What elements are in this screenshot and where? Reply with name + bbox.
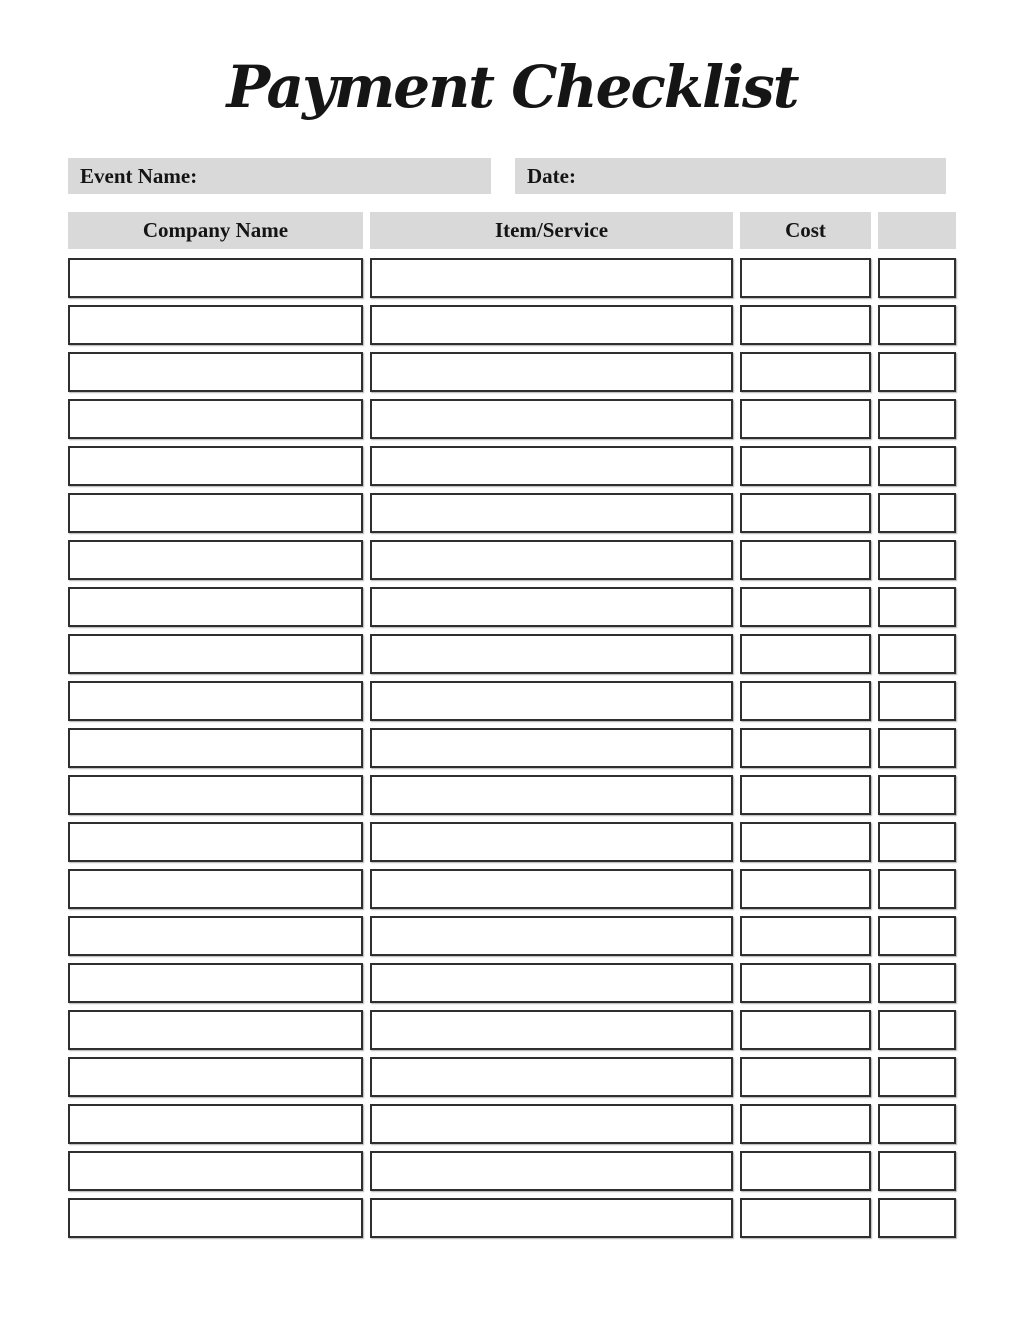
cost-cell[interactable] [740, 587, 871, 627]
cost-cell[interactable] [740, 540, 871, 580]
header-paid-checkbox-column [878, 212, 956, 249]
table-row [68, 305, 956, 345]
cost-cell[interactable] [740, 1151, 871, 1191]
company-name-cell[interactable] [68, 869, 363, 909]
date-field[interactable] [515, 158, 946, 194]
cost-cell[interactable] [740, 493, 871, 533]
item-service-cell[interactable] [370, 352, 733, 392]
paid-checkbox-cell[interactable] [878, 869, 956, 909]
paid-checkbox-cell[interactable] [878, 352, 956, 392]
item-service-cell[interactable] [370, 916, 733, 956]
table-row [68, 399, 956, 439]
company-name-cell[interactable] [68, 963, 363, 1003]
paid-checkbox-cell[interactable] [878, 1057, 956, 1097]
company-name-cell[interactable] [68, 775, 363, 815]
company-name-cell[interactable] [68, 822, 363, 862]
header-item-service: Item/Service [370, 212, 733, 249]
table-row [68, 634, 956, 674]
page-title: Payment Checklist [226, 53, 798, 121]
paid-checkbox-cell[interactable] [878, 822, 956, 862]
cost-cell[interactable] [740, 446, 871, 486]
event-name-field[interactable] [68, 158, 491, 194]
company-name-cell[interactable] [68, 1104, 363, 1144]
paid-checkbox-cell[interactable] [878, 493, 956, 533]
cost-cell[interactable] [740, 634, 871, 674]
cost-cell[interactable] [740, 352, 871, 392]
item-service-cell[interactable] [370, 446, 733, 486]
table-row [68, 728, 956, 768]
cost-cell[interactable] [740, 1010, 871, 1050]
item-service-cell[interactable] [370, 775, 733, 815]
table-row [68, 1057, 956, 1097]
table-row [68, 1151, 956, 1191]
cost-cell[interactable] [740, 681, 871, 721]
table-row [68, 446, 956, 486]
company-name-cell[interactable] [68, 258, 363, 298]
item-service-cell[interactable] [370, 963, 733, 1003]
company-name-cell[interactable] [68, 634, 363, 674]
company-name-cell[interactable] [68, 540, 363, 580]
table-row [68, 963, 956, 1003]
table-row [68, 1198, 956, 1238]
cost-cell[interactable] [740, 728, 871, 768]
paid-checkbox-cell[interactable] [878, 775, 956, 815]
item-service-cell[interactable] [370, 1057, 733, 1097]
table-row [68, 916, 956, 956]
table-row [68, 1104, 956, 1144]
company-name-cell[interactable] [68, 1057, 363, 1097]
paid-checkbox-cell[interactable] [878, 963, 956, 1003]
paid-checkbox-cell[interactable] [878, 587, 956, 627]
cost-cell[interactable] [740, 1198, 871, 1238]
table-row [68, 258, 956, 298]
paid-checkbox-cell[interactable] [878, 728, 956, 768]
paid-checkbox-cell[interactable] [878, 446, 956, 486]
company-name-cell[interactable] [68, 399, 363, 439]
item-service-cell[interactable] [370, 258, 733, 298]
paid-checkbox-cell[interactable] [878, 916, 956, 956]
company-name-cell[interactable] [68, 352, 363, 392]
paid-checkbox-cell[interactable] [878, 681, 956, 721]
item-service-cell[interactable] [370, 305, 733, 345]
company-name-cell[interactable] [68, 446, 363, 486]
cost-cell[interactable] [740, 258, 871, 298]
item-service-cell[interactable] [370, 822, 733, 862]
company-name-cell[interactable] [68, 681, 363, 721]
header-cost: Cost [740, 212, 871, 249]
item-service-cell[interactable] [370, 728, 733, 768]
table-rows [68, 258, 956, 1238]
cost-cell[interactable] [740, 963, 871, 1003]
paid-checkbox-cell[interactable] [878, 1010, 956, 1050]
table-row [68, 681, 956, 721]
cost-cell[interactable] [740, 869, 871, 909]
cost-cell[interactable] [740, 305, 871, 345]
meta-row [68, 158, 946, 194]
cost-cell[interactable] [740, 399, 871, 439]
paid-checkbox-cell[interactable] [878, 1104, 956, 1144]
item-service-cell[interactable] [370, 1104, 733, 1144]
event-name-label: Event Name: [80, 163, 198, 188]
payment-table [68, 212, 956, 1245]
item-service-cell[interactable] [370, 399, 733, 439]
table-row [68, 493, 956, 533]
item-service-cell[interactable] [370, 1198, 733, 1238]
item-service-cell[interactable] [370, 587, 733, 627]
company-name-cell[interactable] [68, 916, 363, 956]
table-header-row [68, 212, 956, 249]
header-company-name: Company Name [68, 212, 363, 249]
cost-cell[interactable] [740, 1057, 871, 1097]
item-service-cell[interactable] [370, 1010, 733, 1050]
item-service-cell[interactable] [370, 540, 733, 580]
cost-cell[interactable] [740, 1104, 871, 1144]
cost-cell[interactable] [740, 775, 871, 815]
item-service-cell[interactable] [370, 634, 733, 674]
company-name-cell[interactable] [68, 728, 363, 768]
item-service-cell[interactable] [370, 681, 733, 721]
company-name-cell[interactable] [68, 493, 363, 533]
item-service-cell[interactable] [370, 1151, 733, 1191]
paid-checkbox-cell[interactable] [878, 634, 956, 674]
company-name-cell[interactable] [68, 1198, 363, 1238]
company-name-cell[interactable] [68, 1010, 363, 1050]
table-row [68, 822, 956, 862]
company-name-cell[interactable] [68, 305, 363, 345]
paid-checkbox-cell[interactable] [878, 399, 956, 439]
table-row [68, 587, 956, 627]
paid-checkbox-cell[interactable] [878, 1198, 956, 1238]
paid-checkbox-cell[interactable] [878, 540, 956, 580]
paid-checkbox-cell[interactable] [878, 258, 956, 298]
date-label: Date: [527, 163, 576, 188]
company-name-cell[interactable] [68, 587, 363, 627]
cost-cell[interactable] [740, 822, 871, 862]
company-name-cell[interactable] [68, 1151, 363, 1191]
item-service-cell[interactable] [370, 869, 733, 909]
item-service-cell[interactable] [370, 493, 733, 533]
paid-checkbox-cell[interactable] [878, 1151, 956, 1191]
cost-cell[interactable] [740, 916, 871, 956]
table-row [68, 352, 956, 392]
table-row [68, 775, 956, 815]
paid-checkbox-cell[interactable] [878, 305, 956, 345]
table-row [68, 540, 956, 580]
table-row [68, 1010, 956, 1050]
table-row [68, 869, 956, 909]
